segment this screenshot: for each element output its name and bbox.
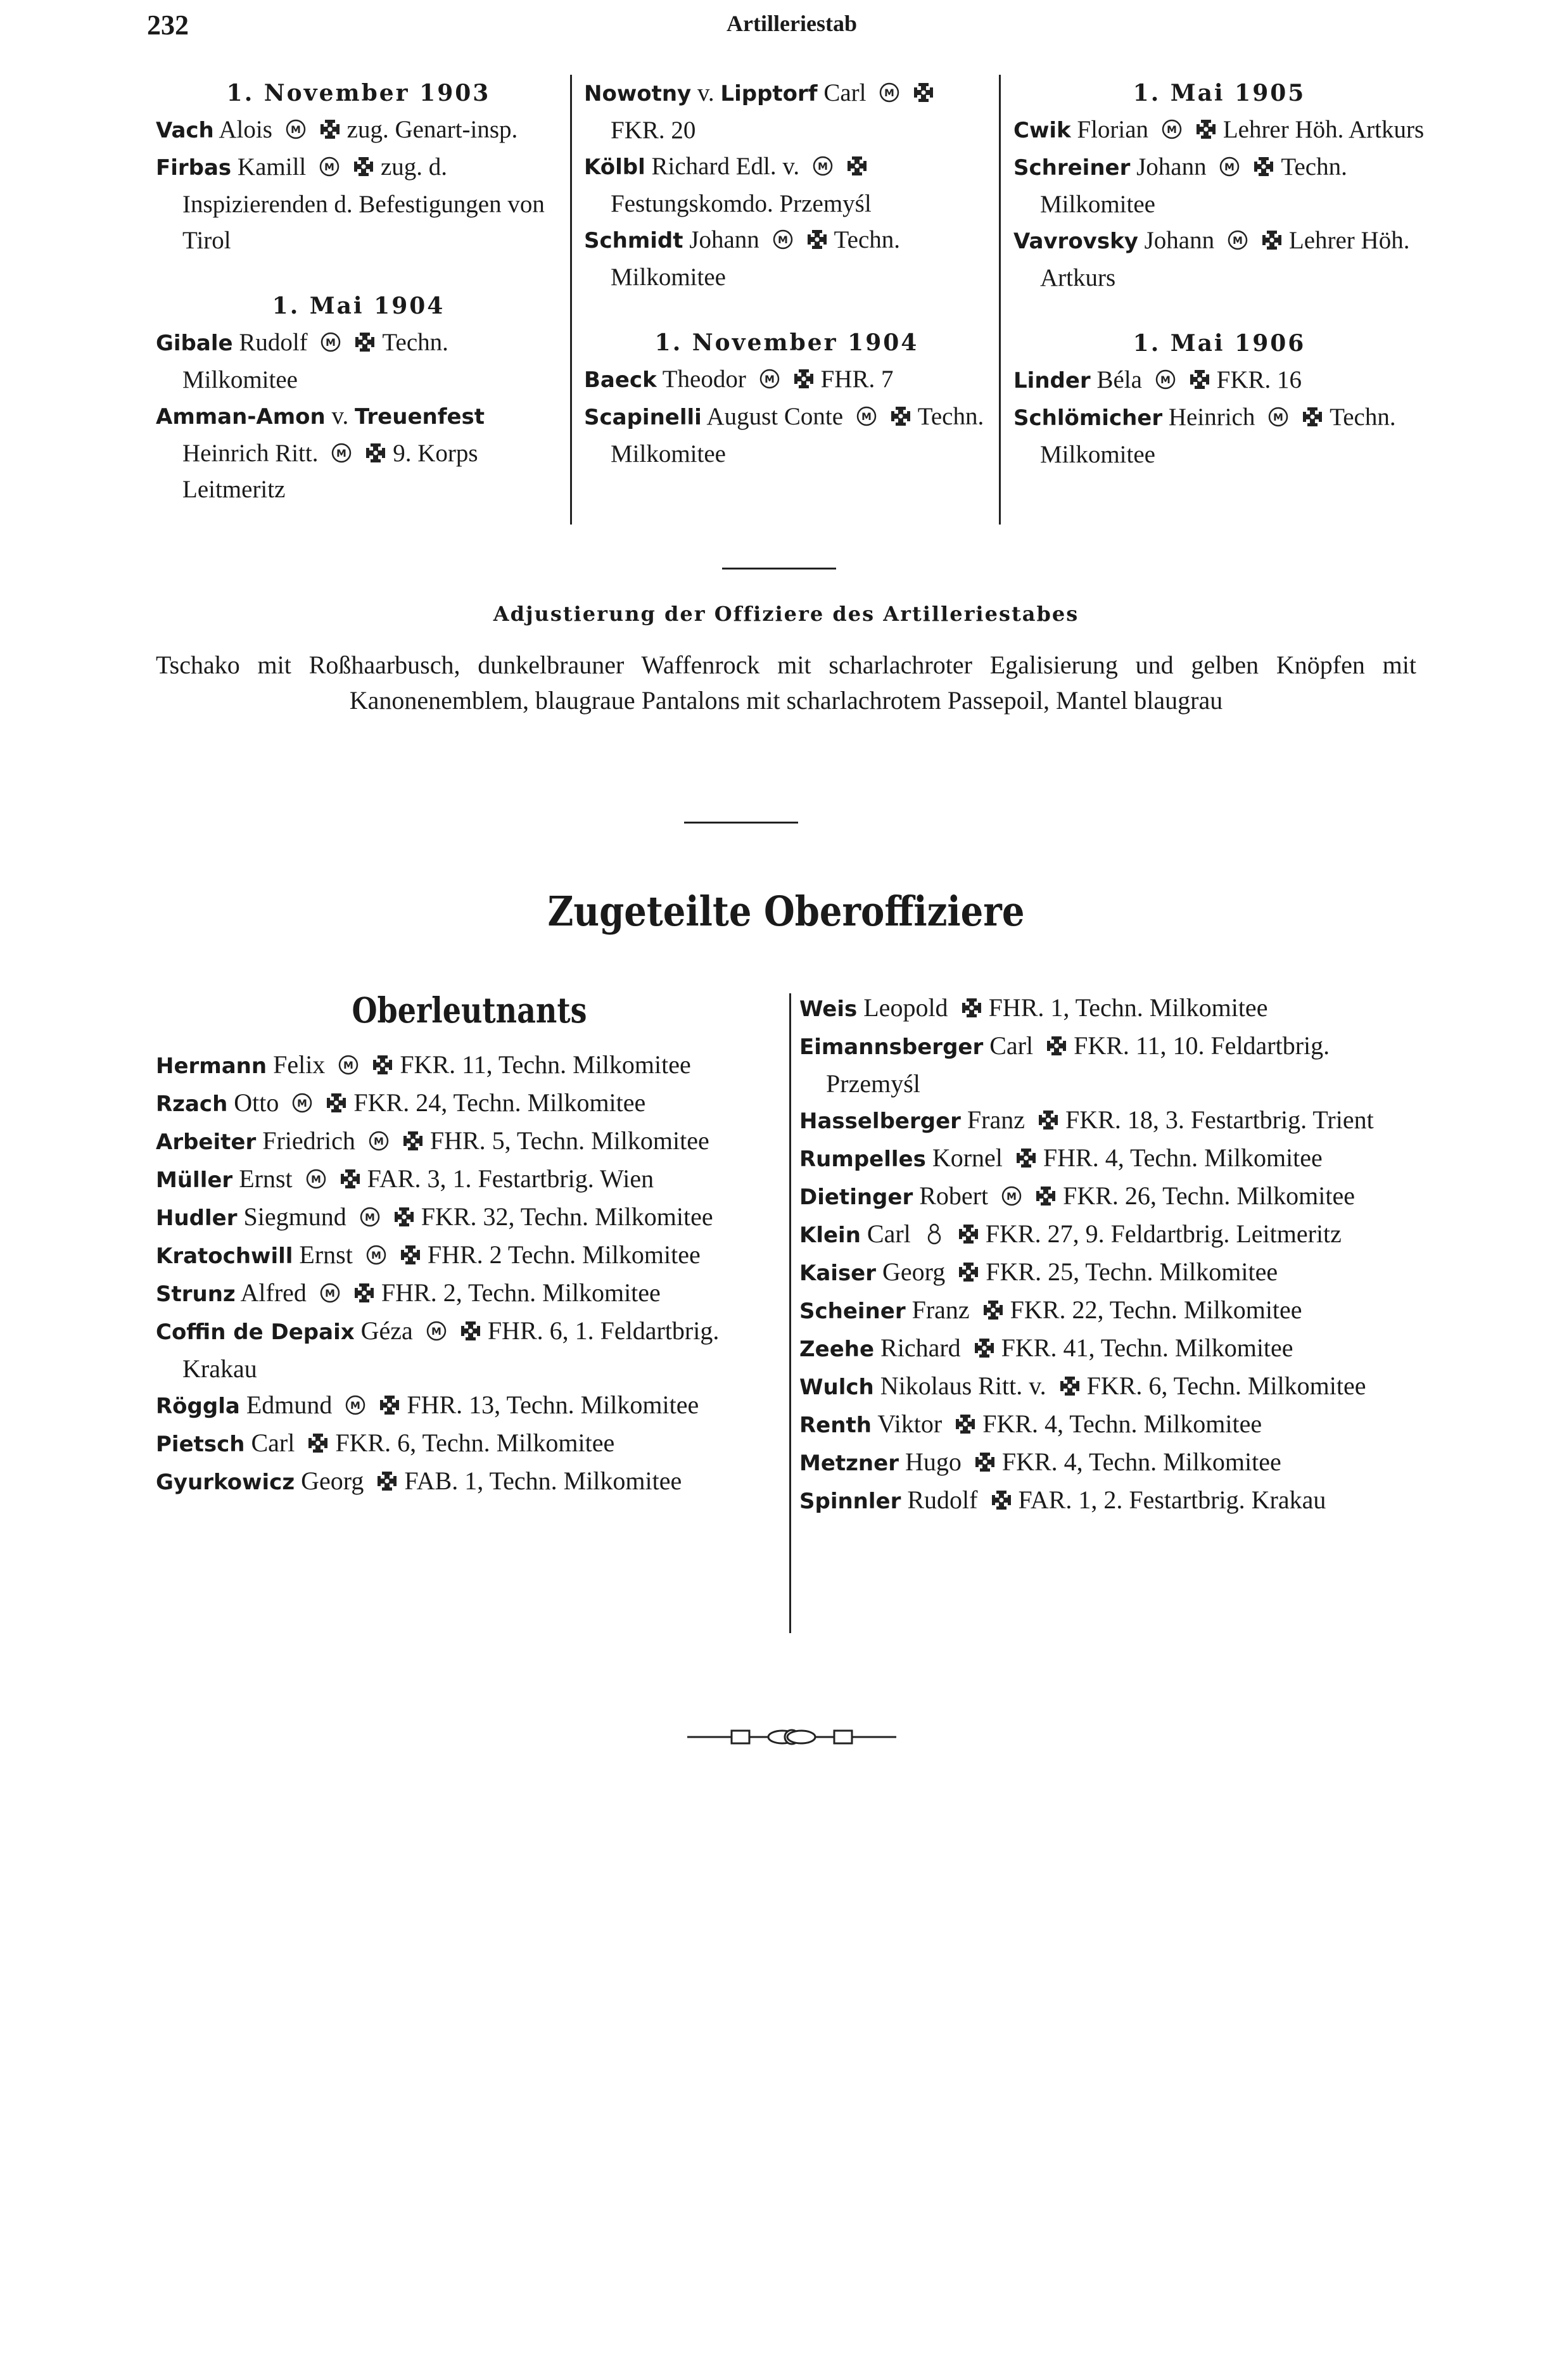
medal-icon bbox=[924, 1223, 945, 1245]
surname: Arbeiter bbox=[156, 1130, 257, 1155]
assignment: FKR. 27, 9. Feldartbrig. Leitmeritz bbox=[985, 1219, 1342, 1248]
given-name: August Conte bbox=[706, 403, 844, 430]
cross-icon bbox=[1253, 156, 1274, 177]
surname: Kaiser bbox=[799, 1261, 877, 1286]
surname: Rzach bbox=[156, 1091, 228, 1117]
given-name: Johann bbox=[689, 226, 759, 253]
cross-icon bbox=[353, 1282, 375, 1304]
officer-entry bbox=[156, 1085, 783, 1123]
officer-entry bbox=[1013, 362, 1425, 399]
assignment: FKR. 26, Techn. Milkomitee bbox=[1063, 1181, 1355, 1210]
officer-entry bbox=[156, 1161, 783, 1199]
cross-icon bbox=[1059, 1375, 1081, 1397]
assignment: Festungskomdo. Przemyśl bbox=[611, 190, 872, 217]
cross-icon bbox=[890, 405, 911, 427]
officer-entry bbox=[156, 324, 561, 398]
officer-entry bbox=[799, 1028, 1426, 1102]
assignment: Lehrer Höh. Artkurs bbox=[1222, 116, 1425, 143]
assignment: Techn. Milkomitee bbox=[1040, 404, 1396, 468]
svg-text:M: M bbox=[343, 1059, 354, 1071]
merit-medal-icon bbox=[759, 368, 780, 390]
merit-medal-icon bbox=[359, 1206, 381, 1228]
officer-entry bbox=[799, 1140, 1426, 1178]
given-name: Heinrich bbox=[1168, 404, 1255, 431]
given-name: Ernst bbox=[299, 1240, 353, 1269]
given-name: Béla bbox=[1096, 366, 1142, 393]
surname: Weis bbox=[799, 996, 858, 1022]
merit-medal-icon bbox=[812, 155, 834, 177]
officer-entry bbox=[799, 1292, 1426, 1330]
officer-entry bbox=[1013, 399, 1425, 473]
cross-icon bbox=[913, 82, 934, 103]
assignment: 9. Korps Leitmeritz bbox=[182, 440, 478, 503]
cross-icon bbox=[955, 1413, 976, 1435]
promotion-column-1 bbox=[156, 75, 561, 525]
given-name: v. bbox=[331, 402, 349, 430]
officer-entry bbox=[799, 1102, 1426, 1140]
cross-icon bbox=[1038, 1109, 1059, 1131]
cross-icon bbox=[958, 1261, 979, 1283]
officer-entry bbox=[799, 1444, 1426, 1482]
officer-entry bbox=[799, 1406, 1426, 1444]
surname: Kratochwill bbox=[156, 1244, 293, 1269]
assignment: zug. d. Inspizierenden d. Befestigungen von Tirol bbox=[182, 153, 545, 254]
cross-icon bbox=[354, 331, 376, 353]
given-name: Richard Edl. v. bbox=[651, 153, 800, 180]
column-divider bbox=[999, 75, 1001, 525]
given-name: Georg bbox=[882, 1257, 946, 1286]
cross-icon bbox=[1189, 369, 1210, 390]
cross-icon bbox=[376, 1470, 398, 1492]
merit-medal-icon bbox=[368, 1130, 390, 1152]
assignment: FHR. 5, Techn. Milkomitee bbox=[429, 1126, 709, 1155]
given-name: Richard bbox=[880, 1333, 961, 1362]
given-name: Florian bbox=[1077, 116, 1149, 143]
assignment: Techn. Milkomitee bbox=[611, 403, 984, 468]
merit-medal-icon bbox=[1155, 369, 1176, 390]
assignment: FKR. 6, Techn. Milkomitee bbox=[335, 1429, 615, 1457]
merit-medal-icon bbox=[1267, 406, 1289, 428]
svg-text:M: M bbox=[777, 234, 788, 246]
merit-medal-icon bbox=[305, 1168, 327, 1190]
assignment: Lehrer Höh. Artkurs bbox=[1040, 227, 1410, 291]
cross-icon bbox=[1015, 1147, 1037, 1169]
officer-entry bbox=[584, 148, 989, 222]
svg-text:M: M bbox=[1232, 234, 1243, 246]
assignment: zug. Genart-insp. bbox=[346, 116, 518, 143]
cross-icon bbox=[1035, 1185, 1057, 1207]
surname: Schlömicher bbox=[1013, 405, 1163, 431]
merit-medal-icon bbox=[1227, 229, 1248, 251]
surname: Klein bbox=[799, 1223, 861, 1248]
given-name: Heinrich Ritt. bbox=[182, 440, 319, 467]
section-rule bbox=[684, 822, 798, 824]
surname: Coffin de Depaix bbox=[156, 1320, 355, 1345]
surname: Amman-Amon bbox=[156, 404, 326, 430]
assignment: FKR. 22, Techn. Milkomitee bbox=[1010, 1295, 1302, 1324]
merit-medal-icon bbox=[856, 405, 877, 427]
given-name: Johann bbox=[1144, 227, 1215, 254]
cross-icon bbox=[806, 229, 828, 250]
officer-entry bbox=[584, 75, 989, 148]
assignment: FKR. 11, 10. Feldartbrig. Przemyśl bbox=[826, 1031, 1330, 1098]
merit-medal-icon bbox=[319, 1282, 341, 1304]
assignment: FAB. 1, Techn. Milkomitee bbox=[404, 1467, 682, 1495]
given-name: Theodor bbox=[662, 366, 746, 393]
given-name: Nikolaus Ritt. v. bbox=[880, 1371, 1046, 1400]
merit-medal-icon bbox=[285, 118, 307, 140]
surname: Müller bbox=[156, 1168, 233, 1193]
cross-icon bbox=[1046, 1035, 1067, 1057]
assignment: FKR. 18, 3. Festartbrig. Trient bbox=[1065, 1105, 1374, 1134]
merit-medal-icon bbox=[320, 331, 341, 353]
cross-icon bbox=[400, 1244, 421, 1266]
cross-icon bbox=[1302, 406, 1323, 428]
surname: Pietsch bbox=[156, 1432, 245, 1457]
given-name: Rudolf bbox=[907, 1486, 978, 1514]
surname: Hasselberger bbox=[799, 1109, 961, 1134]
given-name: Carl bbox=[251, 1429, 295, 1457]
officer-entry bbox=[156, 149, 561, 258]
assignment: Techn. Milkomitee bbox=[182, 329, 448, 393]
svg-text:M: M bbox=[431, 1325, 441, 1337]
assignment: FKR. 16 bbox=[1216, 366, 1302, 393]
officer-entry bbox=[584, 361, 989, 398]
svg-text:M: M bbox=[1160, 374, 1171, 386]
given-name: Viktor bbox=[877, 1410, 943, 1438]
surname: Zeehe bbox=[799, 1337, 875, 1362]
merit-medal-icon bbox=[879, 82, 900, 103]
officer-entry bbox=[156, 1199, 783, 1237]
given-name: Kamill bbox=[237, 153, 307, 181]
cross-icon bbox=[319, 118, 341, 140]
given-name: Siegmund bbox=[243, 1202, 346, 1231]
given-name: Alfred bbox=[240, 1278, 307, 1307]
merit-medal-icon bbox=[331, 442, 352, 464]
assignment: FKR. 41, Techn. Milkomitee bbox=[1001, 1333, 1293, 1362]
officer-entry bbox=[799, 990, 1426, 1028]
svg-text:M: M bbox=[324, 1287, 335, 1299]
assignment: FKR. 32, Techn. Milkomitee bbox=[421, 1202, 713, 1231]
promotion-date-heading: 1. Mai 1904 bbox=[272, 293, 445, 319]
svg-text:M: M bbox=[1006, 1190, 1017, 1202]
assignment: FKR. 4, Techn. Milkomitee bbox=[982, 1410, 1262, 1438]
column-divider bbox=[570, 75, 572, 525]
cross-icon bbox=[326, 1092, 347, 1114]
given-name: Franz bbox=[967, 1105, 1025, 1134]
ornament-icon bbox=[687, 1723, 896, 1748]
oberleutnants-left bbox=[156, 990, 783, 1501]
surname: Firbas bbox=[156, 155, 232, 181]
assignment: FKR. 25, Techn. Milkomitee bbox=[986, 1257, 1278, 1286]
cross-icon bbox=[372, 1054, 393, 1076]
surname: Rumpelles bbox=[799, 1147, 926, 1172]
given-name: v. bbox=[697, 79, 714, 106]
promotion-column-2 bbox=[584, 75, 989, 525]
cross-icon bbox=[307, 1432, 329, 1454]
officer-entry bbox=[156, 1123, 783, 1161]
given-name: Ernst bbox=[239, 1164, 293, 1193]
surname: Schmidt bbox=[584, 228, 683, 253]
surname: Gyurkowicz bbox=[156, 1470, 295, 1495]
svg-text:M: M bbox=[817, 160, 828, 172]
cross-icon bbox=[974, 1337, 995, 1359]
svg-text:M: M bbox=[373, 1135, 384, 1147]
officer-entry bbox=[584, 222, 989, 295]
cross-icon bbox=[379, 1394, 400, 1416]
assignment: FHR. 7 bbox=[820, 366, 894, 393]
assignment: FKR. 4, Techn. Milkomitee bbox=[1001, 1448, 1281, 1476]
surname: Vavrovsky bbox=[1013, 229, 1138, 254]
cross-icon bbox=[793, 368, 815, 390]
adjustierung-title: Adjustierung der Offiziere des Artilleriestabes bbox=[493, 602, 1079, 626]
assignment: FHR. 1, Techn. Milkomitee bbox=[988, 993, 1268, 1022]
oberleutnants-heading: Oberleutnants bbox=[352, 990, 587, 1031]
assignment: FKR. 6, Techn. Milkomitee bbox=[1086, 1371, 1366, 1400]
promotion-date-heading: 1. November 1904 bbox=[654, 329, 919, 356]
assignment: Techn. Milkomitee bbox=[611, 226, 901, 291]
merit-medal-icon bbox=[772, 229, 794, 250]
officer-entry bbox=[156, 1237, 783, 1275]
assignment: FHR. 2, Techn. Milkomitee bbox=[381, 1278, 661, 1307]
cross-icon bbox=[1261, 229, 1283, 251]
svg-text:M: M bbox=[1273, 411, 1284, 423]
running-title: Artilleriestab bbox=[727, 11, 857, 36]
surname: Nowotny bbox=[584, 81, 692, 106]
surname: Dietinger bbox=[799, 1185, 913, 1210]
promotion-date-heading: 1. Mai 1906 bbox=[1133, 330, 1306, 357]
merit-medal-icon bbox=[291, 1092, 313, 1114]
given-name: Johann bbox=[1136, 153, 1207, 181]
cross-icon bbox=[393, 1206, 415, 1228]
surname: Kölbl bbox=[584, 155, 645, 180]
surname: Cwik bbox=[1013, 118, 1071, 143]
assignment: FKR. 20 bbox=[611, 117, 696, 144]
surname: Eimannsberger bbox=[799, 1034, 984, 1060]
given-name: Georg bbox=[301, 1467, 364, 1495]
surname: Metzner bbox=[799, 1451, 899, 1476]
given-name: Géza bbox=[360, 1316, 413, 1345]
officer-entry bbox=[156, 1387, 783, 1425]
surname: Röggla bbox=[156, 1394, 240, 1419]
given-name: Leopold bbox=[863, 993, 948, 1022]
svg-text:M: M bbox=[297, 1097, 308, 1109]
officer-entry bbox=[799, 1482, 1426, 1520]
merit-medal-icon bbox=[345, 1394, 366, 1416]
cross-icon bbox=[961, 997, 982, 1019]
svg-text:M: M bbox=[350, 1399, 361, 1411]
assignment: FKR. 11, Techn. Milkomitee bbox=[400, 1050, 691, 1079]
surname: Scapinelli bbox=[584, 405, 702, 430]
surname: Scheiner bbox=[799, 1299, 906, 1324]
surname: Strunz bbox=[156, 1282, 236, 1307]
assignment: FHR. 13, Techn. Milkomitee bbox=[407, 1390, 699, 1419]
cross-icon bbox=[460, 1320, 481, 1342]
officer-entry bbox=[799, 1178, 1426, 1216]
officer-entry bbox=[156, 398, 561, 507]
svg-text:M: M bbox=[310, 1173, 321, 1185]
merit-medal-icon bbox=[426, 1320, 447, 1342]
officer-entry bbox=[156, 1275, 783, 1313]
cross-icon bbox=[958, 1223, 979, 1245]
svg-text:M: M bbox=[290, 124, 301, 136]
surname: Schreiner bbox=[1013, 155, 1131, 181]
svg-text:M: M bbox=[336, 447, 347, 459]
surname: Treuenfest bbox=[354, 404, 485, 430]
column-divider bbox=[789, 993, 791, 1633]
cross-icon bbox=[365, 442, 386, 464]
cross-icon bbox=[340, 1168, 361, 1190]
officer-entry bbox=[156, 1425, 783, 1463]
merit-medal-icon bbox=[1001, 1185, 1022, 1207]
svg-text:M: M bbox=[326, 336, 336, 348]
officer-entry bbox=[1013, 222, 1425, 296]
merit-medal-icon bbox=[338, 1054, 359, 1076]
officer-entry bbox=[156, 1313, 783, 1387]
officer-entry bbox=[799, 1330, 1426, 1368]
assignment: Techn. Milkomitee bbox=[1040, 153, 1347, 218]
assignment: FHR. 6, 1. Feldartbrig. Krakau bbox=[182, 1316, 720, 1383]
surname: Lipptorf bbox=[720, 81, 818, 106]
cross-icon bbox=[402, 1130, 424, 1152]
assignment: FAR. 3, 1. Festartbrig. Wien bbox=[367, 1164, 654, 1193]
svg-text:M: M bbox=[884, 87, 895, 99]
svg-text:M: M bbox=[371, 1249, 381, 1261]
surname: Hermann bbox=[156, 1053, 267, 1079]
svg-text:M: M bbox=[764, 373, 775, 385]
given-name: Carl bbox=[867, 1219, 911, 1248]
svg-text:M: M bbox=[1166, 124, 1177, 136]
surname: Vach bbox=[156, 118, 214, 143]
surname: Baeck bbox=[584, 367, 657, 393]
officer-entry bbox=[799, 1216, 1426, 1254]
given-name: Felix bbox=[273, 1050, 326, 1079]
surname: Hudler bbox=[156, 1206, 238, 1231]
officer-entry bbox=[584, 398, 989, 472]
assignment: FAR. 1, 2. Festartbrig. Krakau bbox=[1018, 1486, 1326, 1514]
merit-medal-icon bbox=[319, 156, 340, 177]
promotion-date-heading: 1. Mai 1905 bbox=[1133, 80, 1306, 106]
section-title: Zugeteilte Oberoffiziere bbox=[547, 888, 1025, 936]
given-name: Alois bbox=[219, 116, 272, 143]
oberleutnants-right bbox=[799, 990, 1426, 1520]
cross-icon bbox=[846, 155, 868, 177]
assignment: FKR. 24, Techn. Milkomitee bbox=[353, 1088, 646, 1117]
officer-entry bbox=[1013, 111, 1425, 149]
officer-entry bbox=[799, 1368, 1426, 1406]
merit-medal-icon bbox=[1161, 118, 1183, 140]
assignment: FHR. 4, Techn. Milkomitee bbox=[1043, 1143, 1323, 1172]
merit-medal-icon bbox=[365, 1244, 387, 1266]
surname: Linder bbox=[1013, 368, 1091, 393]
given-name: Franz bbox=[911, 1295, 970, 1324]
svg-text:M: M bbox=[364, 1211, 375, 1223]
promotion-column-3 bbox=[1013, 75, 1425, 525]
section-rule bbox=[722, 568, 836, 570]
given-name: Otto bbox=[234, 1088, 279, 1117]
given-name: Friedrich bbox=[262, 1126, 355, 1155]
surname: Wulch bbox=[799, 1375, 874, 1400]
merit-medal-icon bbox=[1219, 156, 1240, 177]
cross-icon bbox=[982, 1299, 1004, 1321]
adjustierung-text: Tschako mit Roßhaarbusch, dunkelbrauner Waffenrock mit scharlachroter Egalisierung und gelben Knöpfen mit Kanonenemblem, blaugraue Pantalons mit scharlachrotem Passepoil, Mantel blaugrau bbox=[156, 651, 1416, 715]
page-number: 232 bbox=[147, 10, 189, 41]
given-name: Carl bbox=[989, 1031, 1034, 1060]
surname: Renth bbox=[799, 1413, 872, 1438]
cross-icon bbox=[1195, 118, 1217, 140]
given-name: Edmund bbox=[246, 1390, 333, 1419]
cross-icon bbox=[974, 1451, 996, 1473]
svg-text:M: M bbox=[861, 410, 872, 423]
officer-entry bbox=[156, 1463, 783, 1501]
given-name: Kornel bbox=[932, 1143, 1003, 1172]
promotion-date-heading: 1. November 1903 bbox=[226, 80, 491, 106]
officer-entry bbox=[799, 1254, 1426, 1292]
surname: Spinnler bbox=[799, 1489, 901, 1514]
given-name: Rudolf bbox=[239, 329, 308, 356]
cross-icon bbox=[991, 1489, 1012, 1511]
given-name: Hugo bbox=[905, 1448, 962, 1476]
officer-entry bbox=[156, 1047, 783, 1085]
officer-entry bbox=[156, 111, 561, 149]
cross-icon bbox=[353, 156, 374, 177]
given-name: Robert bbox=[919, 1181, 989, 1210]
surname: Gibale bbox=[156, 331, 233, 356]
svg-text:M: M bbox=[324, 161, 334, 173]
assignment: FHR. 2 Techn. Milkomitee bbox=[427, 1240, 701, 1269]
svg-text:M: M bbox=[1224, 161, 1235, 173]
given-name: Carl bbox=[823, 79, 867, 106]
officer-entry bbox=[1013, 149, 1425, 222]
